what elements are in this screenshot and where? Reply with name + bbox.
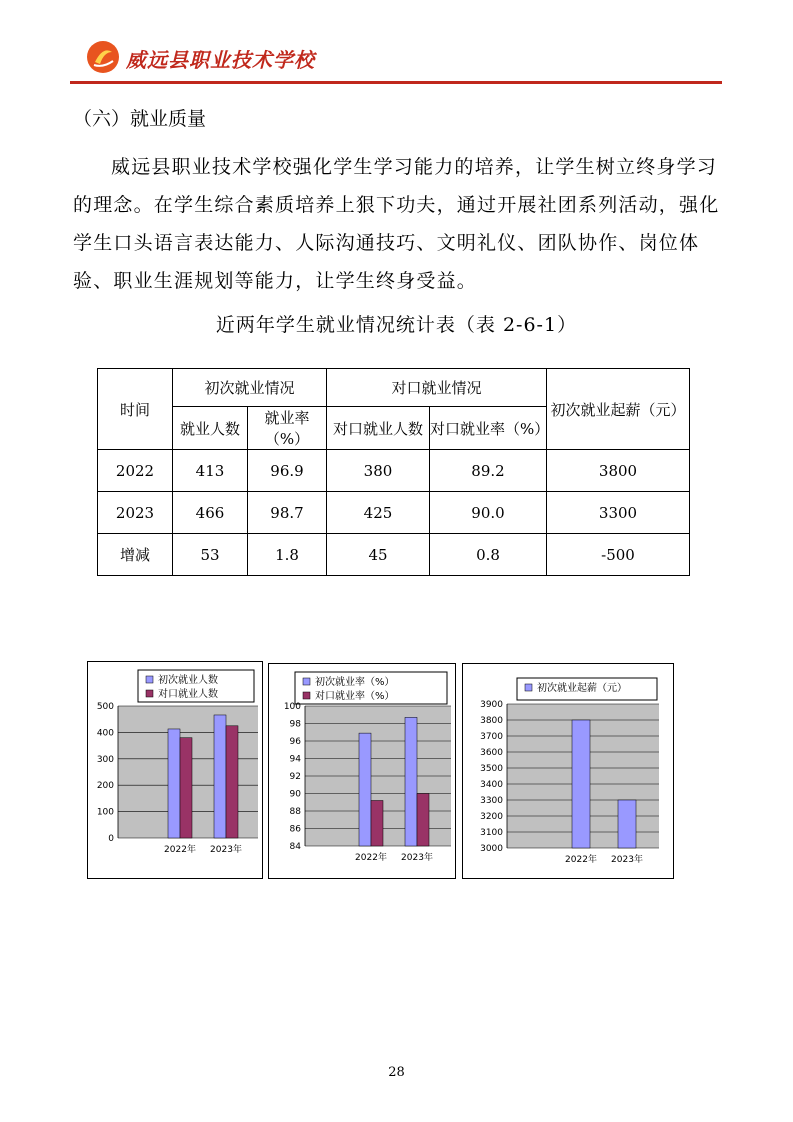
cell-rate: 98.7 <box>248 492 327 534</box>
cell-match-rate: 90.0 <box>430 492 547 534</box>
y-tick-label: 200 <box>96 781 114 792</box>
y-tick-label: 3900 <box>480 700 503 710</box>
cell-match-count: 425 <box>327 492 430 534</box>
x-tick-label: 2023年 <box>611 855 643 865</box>
cell-salary: -500 <box>547 534 690 576</box>
school-logo-icon <box>86 40 120 74</box>
cell-rate: 96.9 <box>248 450 327 492</box>
legend-swatch <box>525 684 532 691</box>
bar <box>226 726 238 838</box>
y-tick-label: 3400 <box>480 780 503 790</box>
legend-label: 初次就业起薪（元） <box>537 683 627 694</box>
x-tick-label: 2022年 <box>355 853 387 863</box>
header-rate: 就业率（%） <box>248 407 327 450</box>
y-tick-label: 3100 <box>480 828 503 838</box>
employment-stats-table <box>97 368 690 576</box>
bar <box>405 717 417 846</box>
bar <box>417 794 429 847</box>
y-tick-label: 400 <box>96 728 114 739</box>
page-number: 28 <box>388 1065 405 1080</box>
x-tick-label: 2022年 <box>164 845 196 855</box>
cell-count: 413 <box>173 450 248 492</box>
header-initial-employment: 初次就业情况 <box>173 369 327 407</box>
legend-label: 初次就业人数 <box>158 675 218 686</box>
bar <box>180 738 192 838</box>
header-count: 就业人数 <box>173 407 248 450</box>
legend-swatch <box>146 690 153 697</box>
bar <box>371 801 383 847</box>
cell-salary: 3300 <box>547 492 690 534</box>
y-tick-label: 0 <box>108 834 114 844</box>
cell-label: 2023 <box>98 492 173 534</box>
y-tick-label: 3000 <box>480 844 503 854</box>
y-tick-label: 3800 <box>480 716 503 726</box>
y-tick-label: 300 <box>96 754 114 765</box>
legend-label: 初次就业率（%） <box>315 677 395 688</box>
y-tick-label: 92 <box>289 772 301 782</box>
header-match-count: 对口就业人数 <box>327 407 430 450</box>
legend-label: 对口就业人数 <box>158 689 218 700</box>
x-tick-label: 2022年 <box>565 855 597 865</box>
cell-label: 2022 <box>98 450 173 492</box>
y-tick-label: 100 <box>96 807 114 818</box>
cell-count: 466 <box>173 492 248 534</box>
cell-match-count: 45 <box>327 534 430 576</box>
y-tick-label: 98 <box>289 719 301 730</box>
chart-svg <box>269 664 455 878</box>
chart-svg <box>463 664 673 878</box>
legend-swatch <box>303 692 310 699</box>
employment-rate-chart <box>268 663 456 879</box>
x-tick-label: 2023年 <box>210 845 242 855</box>
y-tick-label: 3200 <box>480 812 503 822</box>
header-time: 时间 <box>98 369 173 450</box>
x-tick-label: 2023年 <box>401 853 433 863</box>
cell-match-rate: 89.2 <box>430 450 547 492</box>
legend-swatch <box>146 676 153 683</box>
table-header-row <box>98 369 690 407</box>
starting-salary-chart <box>462 663 674 879</box>
y-tick-label: 3500 <box>480 764 503 774</box>
table-row <box>98 534 690 576</box>
cell-salary: 3800 <box>547 450 690 492</box>
legend-swatch <box>303 678 310 685</box>
y-tick-label: 3700 <box>480 732 503 742</box>
y-tick-label: 84 <box>289 842 301 852</box>
y-tick-label: 88 <box>289 807 301 817</box>
legend-label: 对口就业率（%） <box>315 691 395 702</box>
header-match-rate: 对口就业率（%） <box>430 407 547 450</box>
bar <box>359 733 371 846</box>
paragraph-text: 威远县职业技术学校强化学生学习能力的培养，让学生树立终身学习的理念。在学生综合素质培养上狠下功夫，通过开展社团系列活动，强化学生口头语言表达能力、人际沟通技巧、文明礼仪、团队协作、岗位体验、职业生涯规划等能力，让学生终身受益。 <box>73 156 720 292</box>
bar <box>572 720 590 848</box>
page-header <box>70 34 722 86</box>
y-tick-label: 90 <box>289 789 301 800</box>
section-title: （六）就业质量 <box>73 108 207 130</box>
cell-match-rate: 0.8 <box>430 534 547 576</box>
table-row <box>98 450 690 492</box>
header-starting-salary: 初次就业起薪（元） <box>547 369 690 450</box>
y-tick-label: 96 <box>289 737 301 747</box>
body-paragraph <box>73 148 725 300</box>
y-tick-label: 100 <box>283 702 301 712</box>
cell-count: 53 <box>173 534 248 576</box>
cell-label: 增减 <box>98 534 173 576</box>
cell-rate: 1.8 <box>248 534 327 576</box>
y-tick-label: 94 <box>289 754 301 765</box>
y-tick-label: 3600 <box>480 748 503 758</box>
header-school-name: 威远县职业技术学校 <box>126 48 315 72</box>
bar <box>618 800 636 848</box>
table-caption: 近两年学生就业情况统计表（表 2-6-1） <box>215 314 578 336</box>
bar <box>214 715 226 838</box>
cell-match-count: 380 <box>327 450 430 492</box>
y-tick-label: 3300 <box>480 796 503 806</box>
y-tick-label: 86 <box>289 824 301 835</box>
table-row <box>98 492 690 534</box>
chart-svg <box>88 662 262 878</box>
bar <box>168 729 180 838</box>
header-divider <box>70 81 722 84</box>
y-tick-label: 500 <box>96 702 114 712</box>
header-matched-employment: 对口就业情况 <box>327 369 547 407</box>
employment-count-chart <box>87 661 263 879</box>
